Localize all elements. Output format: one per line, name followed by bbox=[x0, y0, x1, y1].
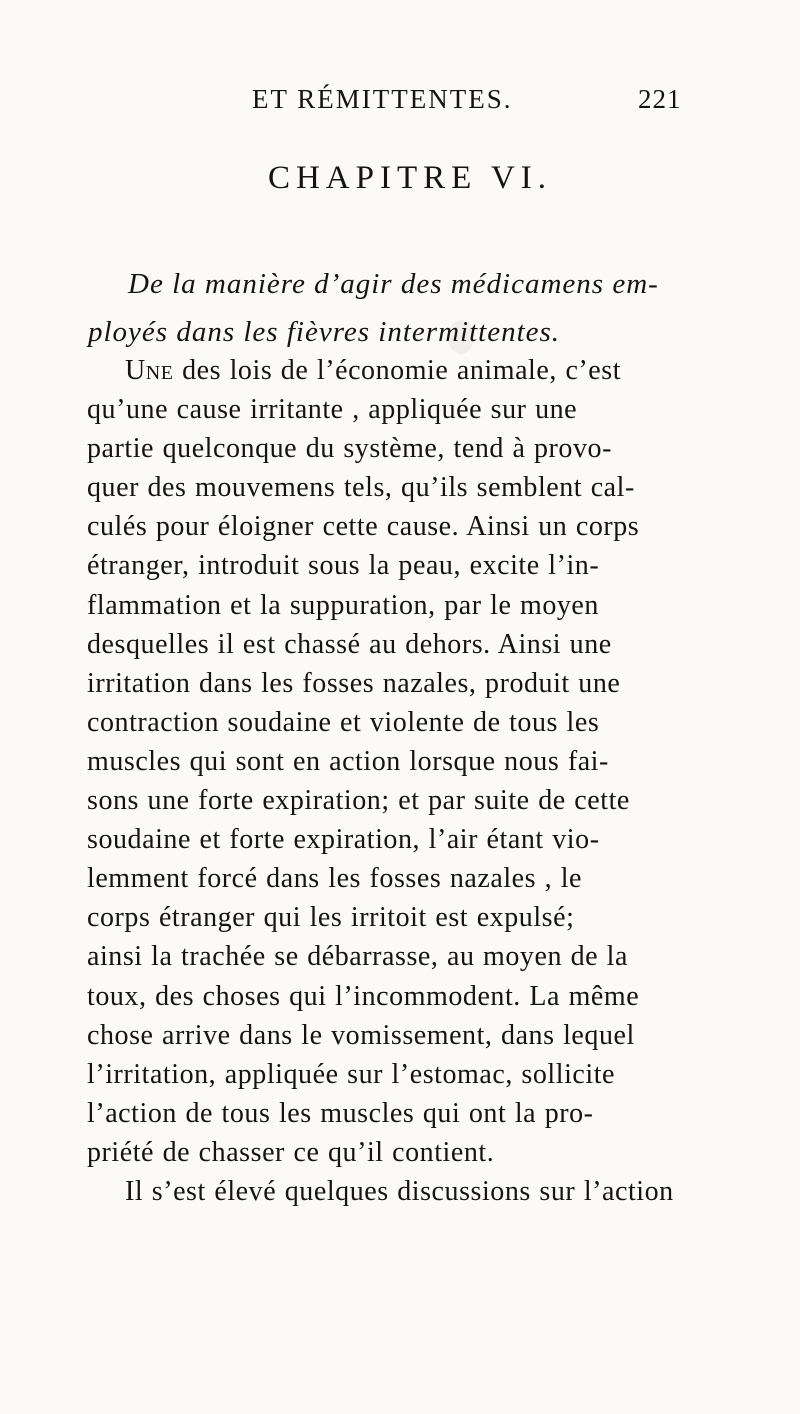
page-number: 221 bbox=[638, 84, 682, 114]
paragraph-line: qu’une cause irritante , appliquée sur une bbox=[87, 394, 578, 426]
running-title: ET RÉMITTENTES. bbox=[252, 84, 513, 114]
subtitle-line: De la manière d’agir des médicamens em- bbox=[128, 268, 659, 300]
paragraph-line: culés pour éloigner cette cause. Ainsi un corps bbox=[87, 511, 640, 543]
running-head bbox=[0, 84, 800, 124]
subtitle-line: ployés dans les fièvres intermittentes. bbox=[88, 316, 561, 348]
paragraph-line: ainsi la trachée se débarrasse, au moyen de la bbox=[87, 941, 628, 973]
paragraph-line: irritation dans les fosses nazales, produit une bbox=[87, 667, 621, 699]
paragraph-line: desquelles il est chassé au dehors. Ainsi une bbox=[87, 628, 612, 660]
paragraph-line: muscles qui sont en action lorsque nous fai- bbox=[87, 745, 609, 777]
paragraph-line: chose arrive dans le vomissement, dans lequel bbox=[87, 1019, 635, 1051]
paragraph-line: quer des mouvemens tels, qu’ils semblent cal- bbox=[87, 472, 635, 504]
paragraph-line: contraction soudaine et violente de tous les bbox=[87, 706, 600, 738]
body-text bbox=[87, 351, 687, 1211]
chapter-subtitle bbox=[88, 260, 688, 356]
chapter-title: CHAPITRE VI. bbox=[267, 160, 553, 196]
paragraph-line: sons une forte expiration; et par suite de cette bbox=[87, 785, 630, 817]
paragraph-line: toux, des choses qui l’incommodent. La même bbox=[87, 980, 640, 1012]
paragraph-line bbox=[87, 351, 687, 390]
paragraph-line: corps étranger qui les irritoit est expulsé; bbox=[87, 902, 575, 934]
paragraph-line: l’irritation, appliquée sur l’estomac, sollicite bbox=[87, 1058, 616, 1090]
paragraph-line: Il s’est élevé quelques discussions sur l’action bbox=[125, 1175, 674, 1207]
paragraph-line: priété de chasser ce qu’il contient. bbox=[87, 1136, 495, 1168]
paragraph-line: lemment forcé dans les fosses nazales , le bbox=[87, 863, 583, 895]
paragraph-line-text: des lois de l’économie animale, c’est bbox=[173, 355, 622, 386]
paragraph-line: flammation et la suppuration, par le moyen bbox=[87, 589, 599, 621]
paragraph-line: l’action de tous les muscles qui ont la pro- bbox=[87, 1097, 594, 1129]
opening-word: Une bbox=[125, 355, 174, 386]
paragraph-line: partie quelconque du système, tend à provo- bbox=[87, 433, 612, 465]
paragraph-line: soudaine et forte expiration, l’air étant vio- bbox=[87, 824, 600, 856]
paragraph-line: étranger, introduit sous la peau, excite l’in- bbox=[87, 550, 600, 582]
